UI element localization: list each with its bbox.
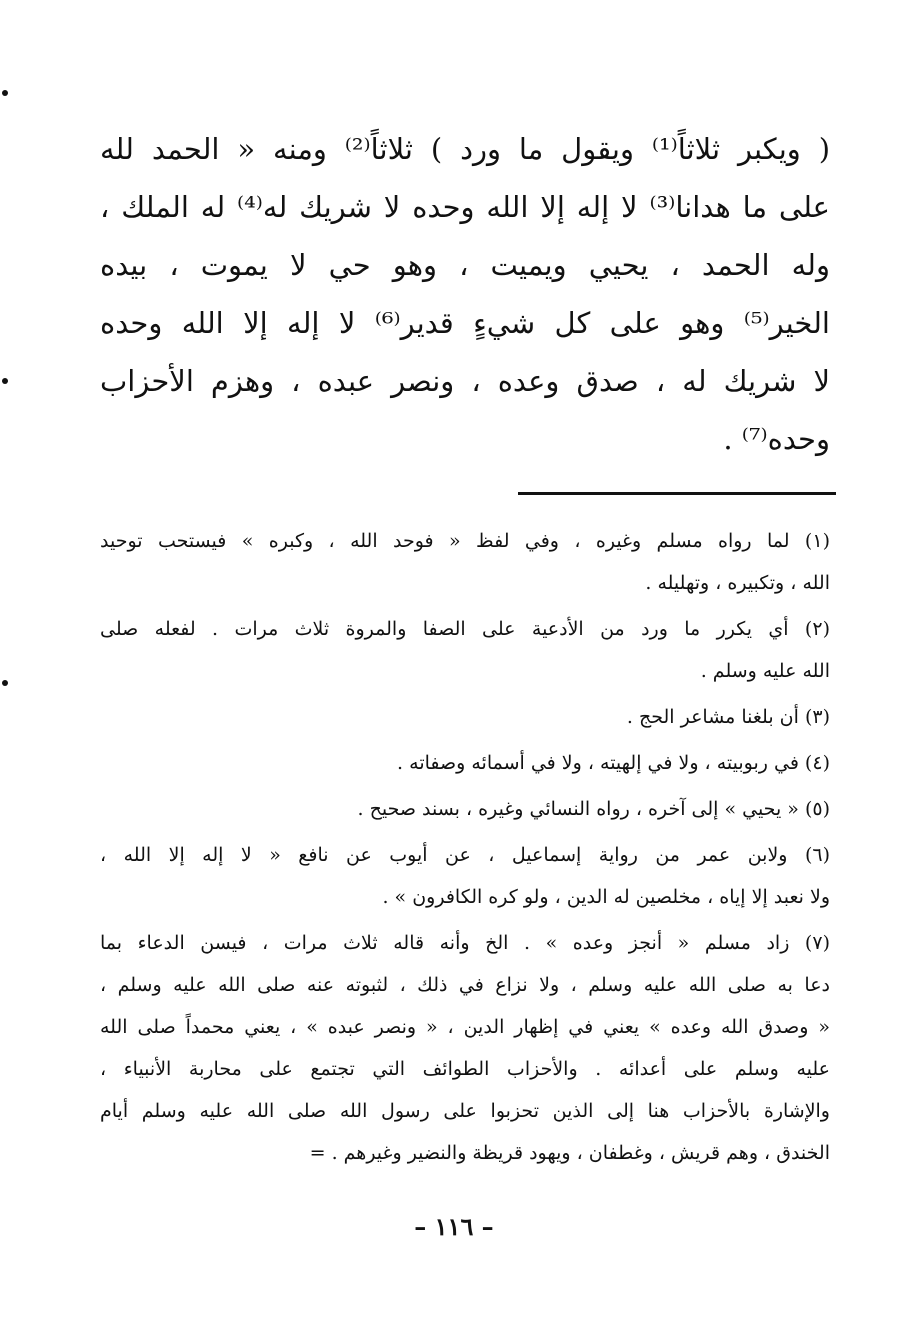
main-text-line: لا شريك له ، صدق وعده ، ونصر عبده ، وهزم الأحزاب	[100, 364, 830, 398]
footnote-line: (٢) أي يكرر ما ورد من الأدعية على الصفا والمروة ثلاث مرات . لفعله صلى	[100, 618, 830, 640]
footnote-line: (٧) زاد مسلم « أنجز وعده » . الخ وأنه قاله ثلاث مرات ، فيسن الدعاء بما	[100, 932, 830, 954]
footnote-line: « وصدق الله وعده » يعني في إظهار الدين ، « ونصر عبده » ، يعني محمداً صلى الله	[100, 1016, 830, 1038]
footnote-6	[100, 834, 830, 918]
footnote-line: الخندق ، وهم قريش ، وغطفان ، ويهود قريظة والنضير وغيرهم . =	[309, 1142, 830, 1164]
margin-mark	[2, 90, 8, 96]
footnote-line: (٤) في ربوبيته ، ولا في إلهيته ، ولا في أسمائه وصفاته .	[397, 752, 830, 774]
footnote-7	[100, 922, 830, 1174]
footnote-line: (١) لما رواه مسلم وغيره ، وفي لفظ « فوحد الله ، وكبره » فيستحب توحيد	[100, 530, 830, 552]
footnote-line: الله ، وتكبيره ، وتهليله .	[645, 572, 830, 594]
footnote-line: دعا به صلى الله عليه وسلم ، ولا نزاع في ذلك ، لثبوته عنه صلى الله عليه وسلم ،	[100, 974, 830, 996]
main-text-line: ( ويكبر ثلاثاً⁽¹⁾ ويقول ما ورد ) ثلاثاً⁽²⁾ ومنه « الحمد لله	[100, 132, 830, 166]
footnote-5	[100, 788, 830, 830]
footnote-line: ولا نعبد إلا إياه ، مخلصين له الدين ، ولو كره الكافرون » .	[382, 886, 830, 908]
margin-mark	[2, 378, 8, 384]
margin-mark	[2, 680, 8, 686]
footnote-3	[100, 696, 830, 738]
footnote-separator	[518, 492, 836, 495]
main-text-line: على ما هدانا⁽³⁾ لا إله إلا الله وحده لا شريك له⁽⁴⁾ له الملك ،	[100, 190, 830, 224]
footnote-2	[100, 608, 830, 692]
main-text-block	[100, 120, 830, 468]
footnote-4	[100, 742, 830, 784]
footnote-1	[100, 520, 830, 604]
footnote-line: (٦) ولابن عمر من رواية إسماعيل ، عن أيوب عن نافع « لا إله إلا الله ،	[100, 844, 830, 866]
main-text-line: وحده⁽⁷⁾ .	[723, 422, 830, 456]
footnote-line: الله عليه وسلم .	[700, 660, 830, 682]
footnote-line: والإشارة بالأحزاب هنا إلى الذين تحزبوا على رسول الله صلى الله عليه وسلم أيام	[100, 1100, 830, 1122]
footnotes-block	[100, 520, 830, 1174]
main-text-line: الخير⁽⁵⁾ وهو على كل شيءٍ قدير⁽⁶⁾ لا إله إلا الله وحده	[100, 306, 830, 340]
footnote-line: (٥) « يحيي » إلى آخره ، رواه النسائي وغيره ، بسند صحيح .	[357, 798, 830, 820]
footnote-line: (٣) أن بلغنا مشاعر الحج .	[626, 706, 830, 728]
page-number: – ١١٦ –	[414, 1212, 494, 1241]
main-text-line: وله الحمد ، يحيي ويميت ، وهو حي لا يموت ، بيده	[100, 248, 830, 282]
footnote-line: عليه وسلم على أعدائه . والأحزاب الطوائف التي تجتمع على محاربة الأنبياء ،	[100, 1058, 830, 1080]
